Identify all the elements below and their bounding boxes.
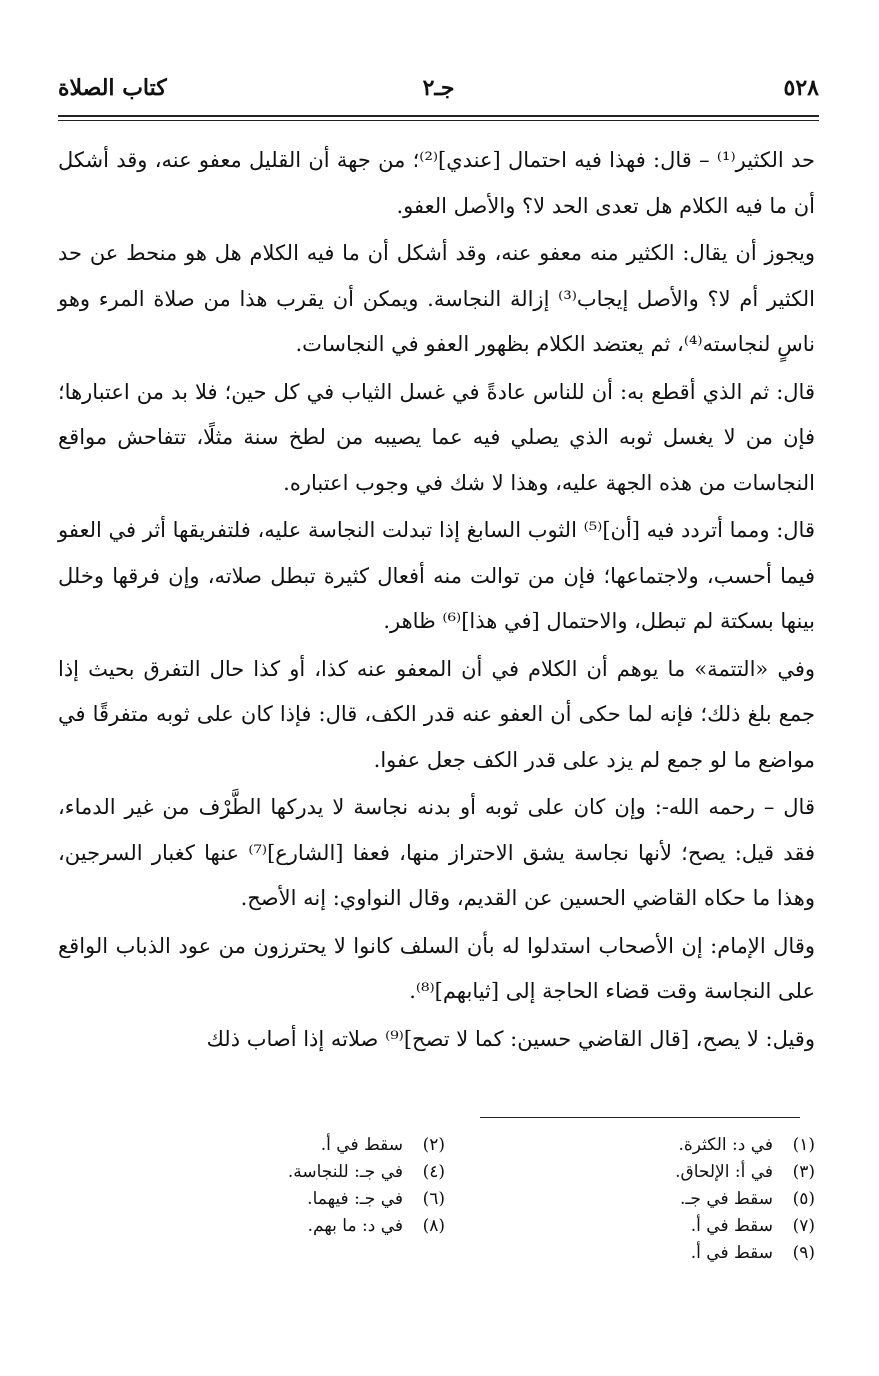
footnote-number: (٧) xyxy=(792,1216,815,1236)
footnote-separator xyxy=(480,1117,800,1118)
paragraph: ويجوز أن يقال: الكثير منه معفو عنه، وقد أشكل أن ما فيه الكلام هل هو منحط عن حد الكثير أم لا؟ والأصل إيجاب⁽³⁾ إزالة النجاسة. ويمكن أن يقرب هذا من صلاة المرء وهو ناسٍ لنجاسته⁽⁴⁾، ثم يعتضد الكلام بظهور العفو في النجاسات. xyxy=(58,241,815,356)
footnote-number: (٨) xyxy=(422,1216,445,1236)
footnote-text: سقط في جـ. xyxy=(680,1189,773,1209)
paragraph: وقيل: لا يصح، [قال القاضي حسين: كما لا تصح]⁽⁹⁾ صلاته إذا أصاب ذلك xyxy=(206,1026,815,1051)
paragraph: قال: ثم الذي أقطع به: أن للناس عادةً في غسل الثياب في كل حين؛ فلا بد من اعتبارها؛ فإن من لا يغسل ثوبه الذي يصلي فيه عما يصيبه من لطخ سنة مثلًا، تتفاحش مواقع النجاسات من هذه الجهة عليه، وهذا لا شك في وجوب اعتباره. xyxy=(58,379,815,495)
footnote-number: (٥) xyxy=(792,1189,815,1209)
footnote xyxy=(75,1132,445,1159)
paragraph: وفي «التتمة» ما يوهم أن الكلام في أن المعفو عنه كذا، أو كذا حال التفرق بحيث إذا جمع بلغ ذلك؛ فإنه لما حكى أن العفو عنه قدر الكف، قال: فإذا كان على ثوبه متفرقًا في مواضع ما لو جمع لم يزد على قدر الكف جعل عفوا. xyxy=(58,656,815,772)
footnote-text: في د: ما بهم. xyxy=(307,1216,403,1236)
footnote-text: في جـ: للنجاسة. xyxy=(287,1162,403,1182)
footnote-text: سقط في أ. xyxy=(320,1135,403,1155)
header-rule-thin xyxy=(58,120,819,121)
page-number: ٥٢٨ xyxy=(783,75,819,101)
paragraph: قال: ومما أتردد فيه [أن]⁽⁵⁾ الثوب السابغ إذا تبدلت النجاسة عليه، فلتفريقها أثر في العفو فيما أحسب، ولاجتماعها؛ فإن من توالت منه أفعال كثيرة تبطل صلاته، وإن فرقها وخلل بينها بسكتة لم تبطل، والاحتمال [في هذا]⁽⁶⁾ ظاهر. xyxy=(58,518,815,633)
footnote xyxy=(445,1159,815,1186)
footnote-text: سقط في أ. xyxy=(690,1216,773,1236)
footnote xyxy=(75,1159,445,1186)
paragraph: قال – رحمه الله-: وإن كان على ثوبه أو بدنه نجاسة لا يدركها الطَّرْف من غير الدماء، فقد قيل: يصح؛ لأنها نجاسة يشق الاحتراز منها، فعفا [الشارع]⁽⁷⁾ عنها كغبار السرجين، وهذا ما حكاه القاضي الحسين عن القديم، وقال النواوي: إنه الأصح. xyxy=(58,795,815,910)
footnote xyxy=(75,1213,445,1240)
footnote-text: سقط في أ. xyxy=(690,1243,773,1263)
paragraph: وقال الإمام: إن الأصحاب استدلوا له بأن السلف كانوا لا يحترزون من عود الذباب الواقع على النجاسة وقت قضاء الحاجة إلى [ثيابهم]⁽⁸⁾. xyxy=(58,933,815,1003)
footnote-text: في أ: الإلحاق. xyxy=(675,1162,773,1182)
footnote-number: (٢) xyxy=(422,1135,445,1155)
footnote-number: (١) xyxy=(792,1135,815,1155)
footnote-number: (٤) xyxy=(422,1162,445,1182)
footnote xyxy=(445,1132,815,1159)
running-header xyxy=(58,74,819,106)
footnote xyxy=(445,1240,815,1267)
footnote xyxy=(75,1186,445,1213)
main-text xyxy=(58,138,815,1062)
footnote xyxy=(445,1186,815,1213)
paragraph: حد الكثير⁽¹⁾ – قال: فهذا فيه احتمال [عندي]⁽²⁾؛ من جهة أن القليل معفو عنه، وقد أشكل أن ما فيه الكلام هل تعدى الحد لا؟ والأصل العفو. xyxy=(58,148,815,218)
footnote-text: في جـ: فيهما. xyxy=(307,1189,403,1209)
book-title: كتاب الصلاة xyxy=(58,75,167,101)
footnote xyxy=(445,1213,815,1240)
header-rule-thick xyxy=(58,115,819,117)
footnotes xyxy=(75,1132,815,1267)
footnote-text: في د: الكثرة. xyxy=(678,1135,773,1155)
volume-label: جـ٢ xyxy=(422,75,455,101)
footnote-number: (٦) xyxy=(422,1189,445,1209)
footnote-number: (٣) xyxy=(792,1162,815,1182)
footnote-number: (٩) xyxy=(792,1243,815,1263)
